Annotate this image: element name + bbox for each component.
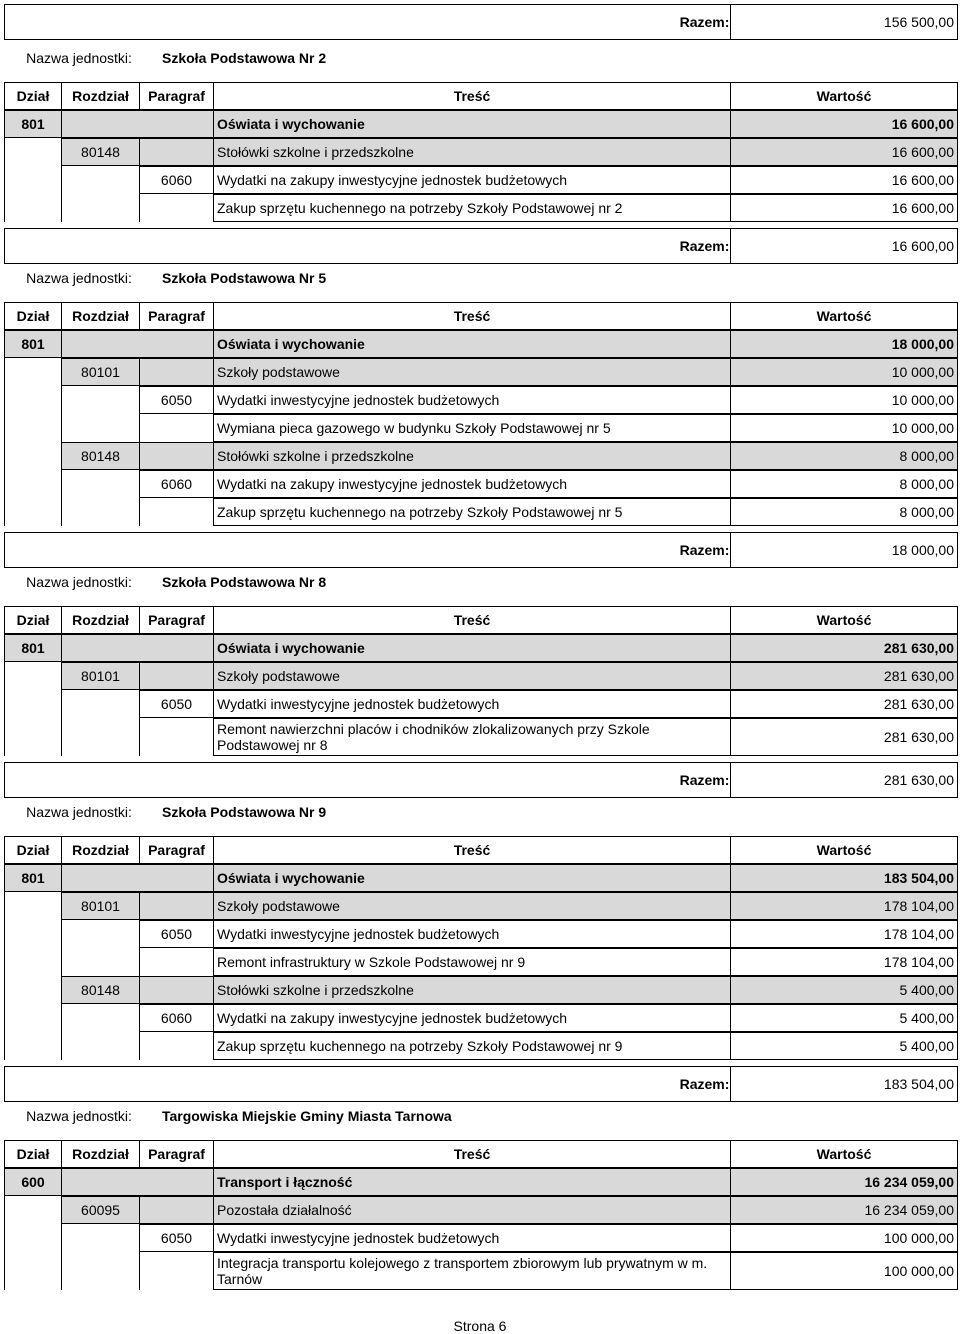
task-text: Wymiana pieca gazowego w budynku Szkoły Podstawowej nr 5 xyxy=(214,414,731,442)
indent-blank xyxy=(4,358,62,386)
rozdzial-text: Stołówki szkolne i przedszkolne xyxy=(214,138,731,166)
col-header-wartosc: Wartość xyxy=(731,606,958,634)
unit-label: Nazwa jednostki: xyxy=(26,50,132,66)
task-value: 100 000,00 xyxy=(731,1252,958,1290)
dzial-text: Oświata i wychowanie xyxy=(214,864,731,892)
col-header-rozdzial: Rozdział xyxy=(62,302,140,330)
indent-blank xyxy=(62,166,140,194)
total-label: Razem: xyxy=(679,532,731,568)
paragraf-code: 6060 xyxy=(140,1004,214,1032)
paragraf-text: Wydatki inwestycyjne jednostek budżetowych xyxy=(214,690,731,718)
paragraf-code: 6050 xyxy=(140,1224,214,1252)
col-header-dzial: Dział xyxy=(4,82,62,110)
indent-blank xyxy=(62,470,140,498)
dzial-text: Transport i łączność xyxy=(214,1168,731,1196)
paragraf-value: 100 000,00 xyxy=(731,1224,958,1252)
dzial-blank xyxy=(62,1168,214,1196)
rozdzial-blank xyxy=(140,442,214,470)
col-header-rozdzial: Rozdział xyxy=(62,82,140,110)
rozdzial-text: Pozostała działalność xyxy=(214,1196,731,1224)
paragraf-value: 5 400,00 xyxy=(731,1004,958,1032)
total-value: 183 504,00 xyxy=(731,1066,958,1102)
rozdzial-code: 80101 xyxy=(62,892,140,920)
rozdzial-blank xyxy=(140,976,214,1004)
indent-blank xyxy=(62,948,140,976)
task-value: 5 400,00 xyxy=(731,1032,958,1060)
indent-blank xyxy=(140,948,214,976)
rozdzial-code: 80148 xyxy=(62,138,140,166)
total-row-blank xyxy=(4,228,679,264)
rozdzial-blank xyxy=(140,358,214,386)
dzial-text: Oświata i wychowanie xyxy=(214,110,731,138)
total-row-blank xyxy=(4,532,679,568)
unit-label: Nazwa jednostki: xyxy=(26,574,132,590)
paragraf-text: Wydatki inwestycyjne jednostek budżetowych xyxy=(214,1224,731,1252)
total-value: 281 630,00 xyxy=(731,762,958,798)
indent-blank xyxy=(4,414,62,442)
indent-blank xyxy=(62,498,140,526)
indent-blank xyxy=(4,690,62,718)
indent-blank xyxy=(4,1224,62,1252)
task-value: 16 600,00 xyxy=(731,194,958,222)
task-text: Zakup sprzętu kuchennego na potrzeby Szkoły Podstawowej nr 9 xyxy=(214,1032,731,1060)
rozdzial-code: 80148 xyxy=(62,442,140,470)
indent-blank xyxy=(4,442,62,470)
col-header-wartosc: Wartość xyxy=(731,82,958,110)
task-value: 178 104,00 xyxy=(731,948,958,976)
col-header-paragraf: Paragraf xyxy=(140,606,214,634)
task-text: Remont infrastruktury w Szkole Podstawowej nr 9 xyxy=(214,948,731,976)
task-value: 10 000,00 xyxy=(731,414,958,442)
total-label: Razem: xyxy=(679,4,731,40)
indent-blank xyxy=(62,1224,140,1252)
rozdzial-text: Stołówki szkolne i przedszkolne xyxy=(214,976,731,1004)
col-header-tresc: Treść xyxy=(214,1140,731,1168)
indent-blank xyxy=(140,498,214,526)
total-row-blank xyxy=(4,1066,679,1102)
indent-blank xyxy=(4,194,62,222)
indent-blank xyxy=(62,414,140,442)
dzial-blank xyxy=(62,330,214,358)
unit-label: Nazwa jednostki: xyxy=(26,270,132,286)
indent-blank xyxy=(140,414,214,442)
rozdzial-value: 10 000,00 xyxy=(731,358,958,386)
dzial-value: 183 504,00 xyxy=(731,864,958,892)
indent-blank xyxy=(62,194,140,222)
rozdzial-code: 80101 xyxy=(62,662,140,690)
rozdzial-blank xyxy=(140,1196,214,1224)
indent-blank xyxy=(4,920,62,948)
indent-blank xyxy=(4,892,62,920)
rozdzial-blank xyxy=(140,892,214,920)
rozdzial-blank xyxy=(140,138,214,166)
col-header-rozdzial: Rozdział xyxy=(62,836,140,864)
indent-blank xyxy=(62,1252,140,1290)
total-value: 16 600,00 xyxy=(731,228,958,264)
col-header-wartosc: Wartość xyxy=(731,1140,958,1168)
col-header-paragraf: Paragraf xyxy=(140,82,214,110)
total-label: Razem: xyxy=(679,228,731,264)
indent-blank xyxy=(140,194,214,222)
dzial-value: 18 000,00 xyxy=(731,330,958,358)
rozdzial-text: Szkoły podstawowe xyxy=(214,662,731,690)
indent-blank xyxy=(4,948,62,976)
paragraf-code: 6060 xyxy=(140,166,214,194)
indent-blank xyxy=(4,166,62,194)
col-header-paragraf: Paragraf xyxy=(140,302,214,330)
indent-blank xyxy=(4,662,62,690)
task-text: Zakup sprzętu kuchennego na potrzeby Szkoły Podstawowej nr 5 xyxy=(214,498,731,526)
rozdzial-blank xyxy=(140,662,214,690)
indent-blank xyxy=(4,470,62,498)
col-header-rozdzial: Rozdział xyxy=(62,606,140,634)
rozdzial-code: 60095 xyxy=(62,1196,140,1224)
total-label: Razem: xyxy=(679,1066,731,1102)
indent-blank xyxy=(62,1032,140,1060)
rozdzial-code: 80148 xyxy=(62,976,140,1004)
dzial-blank xyxy=(62,864,214,892)
rozdzial-text: Stołówki szkolne i przedszkolne xyxy=(214,442,731,470)
task-value: 281 630,00 xyxy=(731,718,958,756)
indent-blank xyxy=(4,1196,62,1224)
indent-blank xyxy=(4,1004,62,1032)
unit-name: Szkoła Podstawowa Nr 9 xyxy=(162,804,327,820)
col-header-tresc: Treść xyxy=(214,302,731,330)
paragraf-text: Wydatki inwestycyjne jednostek budżetowych xyxy=(214,920,731,948)
indent-blank xyxy=(140,1252,214,1290)
total-row-blank xyxy=(4,4,679,40)
dzial-code: 801 xyxy=(4,330,62,358)
dzial-value: 16 600,00 xyxy=(731,110,958,138)
unit-label: Nazwa jednostki: xyxy=(26,1108,132,1124)
dzial-code: 801 xyxy=(4,864,62,892)
paragraf-code: 6050 xyxy=(140,920,214,948)
paragraf-value: 10 000,00 xyxy=(731,386,958,414)
paragraf-value: 8 000,00 xyxy=(731,470,958,498)
indent-blank xyxy=(62,1004,140,1032)
unit-name: Szkoła Podstawowa Nr 2 xyxy=(162,50,327,66)
paragraf-text: Wydatki na zakupy inwestycyjne jednostek budżetowych xyxy=(214,470,731,498)
task-value: 8 000,00 xyxy=(731,498,958,526)
col-header-dzial: Dział xyxy=(4,302,62,330)
rozdzial-value: 16 234 059,00 xyxy=(731,1196,958,1224)
unit-label: Nazwa jednostki: xyxy=(26,804,132,820)
unit-name: Szkoła Podstawowa Nr 8 xyxy=(162,574,327,590)
indent-blank xyxy=(62,920,140,948)
indent-blank xyxy=(4,498,62,526)
total-value: 18 000,00 xyxy=(731,532,958,568)
dzial-code: 600 xyxy=(4,1168,62,1196)
paragraf-text: Wydatki inwestycyjne jednostek budżetowych xyxy=(214,386,731,414)
dzial-text: Oświata i wychowanie xyxy=(214,330,731,358)
rozdzial-value: 16 600,00 xyxy=(731,138,958,166)
paragraf-code: 6050 xyxy=(140,386,214,414)
paragraf-code: 6050 xyxy=(140,690,214,718)
col-header-dzial: Dział xyxy=(4,1140,62,1168)
total-value: 156 500,00 xyxy=(731,4,958,40)
col-header-dzial: Dział xyxy=(4,836,62,864)
total-label: Razem: xyxy=(679,762,731,798)
indent-blank xyxy=(4,386,62,414)
rozdzial-code: 80101 xyxy=(62,358,140,386)
col-header-dzial: Dział xyxy=(4,606,62,634)
task-text: Remont nawierzchni placów i chodników zlokalizowanych przy Szkole Podstawowej nr 8 xyxy=(214,718,731,756)
col-header-paragraf: Paragraf xyxy=(140,1140,214,1168)
paragraf-value: 16 600,00 xyxy=(731,166,958,194)
indent-blank xyxy=(62,718,140,756)
indent-blank xyxy=(4,1252,62,1290)
total-row-blank xyxy=(4,762,679,798)
col-header-rozdzial: Rozdział xyxy=(62,1140,140,1168)
col-header-tresc: Treść xyxy=(214,82,731,110)
col-header-tresc: Treść xyxy=(214,606,731,634)
task-text: Integracja transportu kolejowego z transportem zbiorowym lub prywatnym w m. Tarnów xyxy=(214,1252,731,1290)
col-header-tresc: Treść xyxy=(214,836,731,864)
paragraf-value: 281 630,00 xyxy=(731,690,958,718)
paragraf-code: 6060 xyxy=(140,470,214,498)
rozdzial-text: Szkoły podstawowe xyxy=(214,358,731,386)
indent-blank xyxy=(62,690,140,718)
indent-blank xyxy=(62,386,140,414)
unit-name: Szkoła Podstawowa Nr 5 xyxy=(162,270,327,286)
rozdzial-value: 8 000,00 xyxy=(731,442,958,470)
rozdzial-value: 178 104,00 xyxy=(731,892,958,920)
dzial-value: 281 630,00 xyxy=(731,634,958,662)
dzial-value: 16 234 059,00 xyxy=(731,1168,958,1196)
dzial-code: 801 xyxy=(4,634,62,662)
dzial-blank xyxy=(62,634,214,662)
unit-name: Targowiska Miejskie Gminy Miasta Tarnowa xyxy=(162,1108,452,1124)
paragraf-text: Wydatki na zakupy inwestycyjne jednostek budżetowych xyxy=(214,166,731,194)
col-header-paragraf: Paragraf xyxy=(140,836,214,864)
indent-blank xyxy=(4,976,62,1004)
paragraf-value: 178 104,00 xyxy=(731,920,958,948)
task-text: Zakup sprzętu kuchennego na potrzeby Szkoły Podstawowej nr 2 xyxy=(214,194,731,222)
rozdzial-value: 281 630,00 xyxy=(731,662,958,690)
indent-blank xyxy=(4,138,62,166)
col-header-wartosc: Wartość xyxy=(731,302,958,330)
indent-blank xyxy=(140,1032,214,1060)
page-footer: Strona 6 xyxy=(453,1318,507,1334)
rozdzial-value: 5 400,00 xyxy=(731,976,958,1004)
dzial-text: Oświata i wychowanie xyxy=(214,634,731,662)
col-header-wartosc: Wartość xyxy=(731,836,958,864)
indent-blank xyxy=(4,1032,62,1060)
indent-blank xyxy=(140,718,214,756)
dzial-blank xyxy=(62,110,214,138)
rozdzial-text: Szkoły podstawowe xyxy=(214,892,731,920)
paragraf-text: Wydatki na zakupy inwestycyjne jednostek budżetowych xyxy=(214,1004,731,1032)
dzial-code: 801 xyxy=(4,110,62,138)
indent-blank xyxy=(4,718,62,756)
